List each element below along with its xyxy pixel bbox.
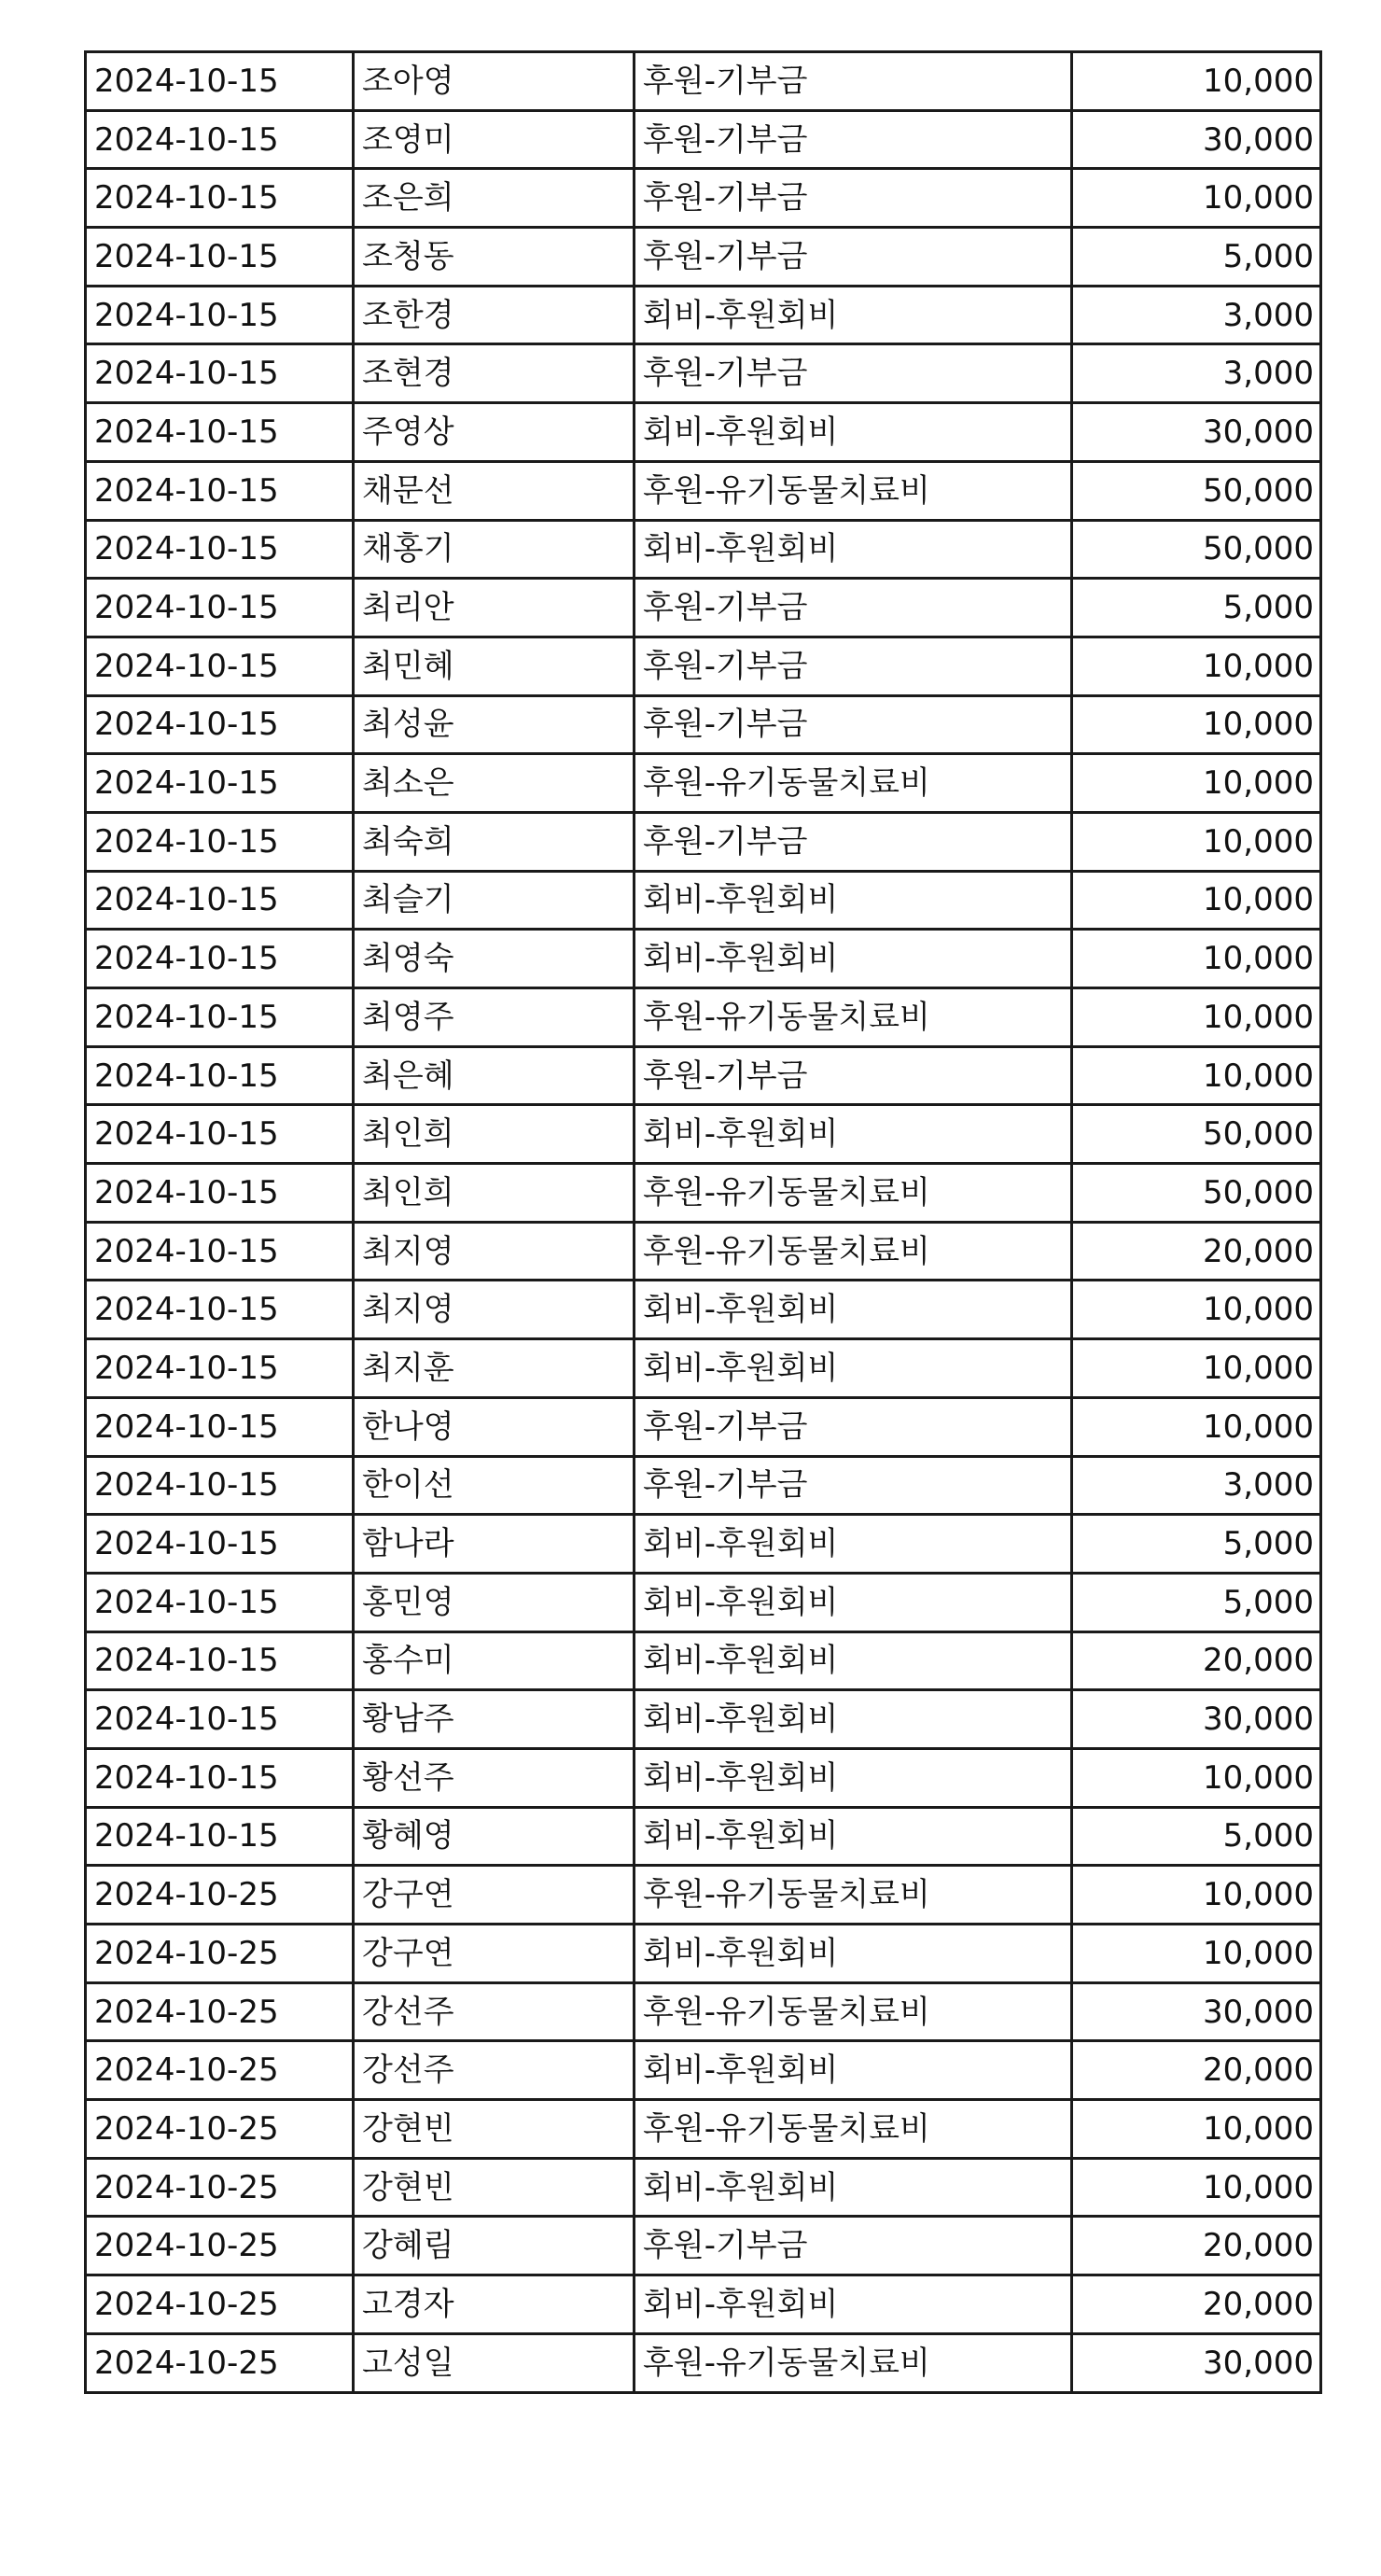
- name-cell: 최영주: [354, 988, 635, 1047]
- name-cell: 한나영: [354, 1397, 635, 1456]
- amount-cell: 20,000: [1072, 2217, 1321, 2275]
- date-cell: 2024-10-15: [86, 812, 354, 871]
- date-cell: 2024-10-15: [86, 228, 354, 287]
- category-cell: 후원-기부금: [635, 344, 1072, 403]
- date-cell: 2024-10-25: [86, 2158, 354, 2217]
- name-cell: 최소은: [354, 754, 635, 813]
- date-cell: 2024-10-15: [86, 1397, 354, 1456]
- amount-cell: 10,000: [1072, 169, 1321, 228]
- category-cell: 후원-기부금: [635, 1046, 1072, 1105]
- name-cell: 고경자: [354, 2275, 635, 2334]
- name-cell: 채문선: [354, 461, 635, 520]
- date-cell: 2024-10-25: [86, 2100, 354, 2159]
- name-cell: 최슬기: [354, 871, 635, 930]
- date-cell: 2024-10-15: [86, 169, 354, 228]
- date-cell: 2024-10-15: [86, 1631, 354, 1690]
- amount-cell: 10,000: [1072, 988, 1321, 1047]
- date-cell: 2024-10-15: [86, 520, 354, 579]
- date-cell: 2024-10-15: [86, 110, 354, 169]
- date-cell: 2024-10-15: [86, 52, 354, 111]
- amount-cell: 10,000: [1072, 1925, 1321, 1983]
- amount-cell: 5,000: [1072, 1807, 1321, 1866]
- category-cell: 회비-후원회비: [635, 286, 1072, 344]
- category-cell: 후원-유기동물치료비: [635, 1222, 1072, 1281]
- table-row: [86, 637, 1321, 695]
- name-cell: 홍수미: [354, 1631, 635, 1690]
- category-cell: 후원-기부금: [635, 1456, 1072, 1515]
- table-row: [86, 2333, 1321, 2392]
- table-row: [86, 1164, 1321, 1223]
- name-cell: 강현빈: [354, 2158, 635, 2217]
- date-cell: 2024-10-15: [86, 1105, 354, 1164]
- category-cell: 회비-후원회비: [635, 1339, 1072, 1398]
- date-cell: 2024-10-15: [86, 1573, 354, 1631]
- date-cell: 2024-10-15: [86, 344, 354, 403]
- amount-cell: 20,000: [1072, 2041, 1321, 2100]
- date-cell: 2024-10-15: [86, 1456, 354, 1515]
- date-cell: 2024-10-15: [86, 871, 354, 930]
- table-row: [86, 2158, 1321, 2217]
- amount-cell: 10,000: [1072, 1339, 1321, 1398]
- table-row: [86, 1631, 1321, 1690]
- date-cell: 2024-10-15: [86, 1690, 354, 1749]
- date-cell: 2024-10-15: [86, 930, 354, 988]
- date-cell: 2024-10-15: [86, 754, 354, 813]
- table-row: [86, 1105, 1321, 1164]
- name-cell: 강선주: [354, 2041, 635, 2100]
- amount-cell: 10,000: [1072, 1748, 1321, 1807]
- date-cell: 2024-10-25: [86, 2217, 354, 2275]
- date-cell: 2024-10-15: [86, 1339, 354, 1398]
- table-row: [86, 461, 1321, 520]
- name-cell: 조아영: [354, 52, 635, 111]
- amount-cell: 10,000: [1072, 1046, 1321, 1105]
- category-cell: 후원-기부금: [635, 52, 1072, 111]
- name-cell: 한이선: [354, 1456, 635, 1515]
- amount-cell: 5,000: [1072, 1515, 1321, 1574]
- category-cell: 후원-기부금: [635, 1397, 1072, 1456]
- amount-cell: 10,000: [1072, 812, 1321, 871]
- date-cell: 2024-10-15: [86, 461, 354, 520]
- category-cell: 회비-후원회비: [635, 1631, 1072, 1690]
- table-row: [86, 579, 1321, 637]
- amount-cell: 10,000: [1072, 1866, 1321, 1925]
- name-cell: 조영미: [354, 110, 635, 169]
- table-row: [86, 2041, 1321, 2100]
- table-row: [86, 754, 1321, 813]
- table-row: [86, 1281, 1321, 1339]
- amount-cell: 50,000: [1072, 1105, 1321, 1164]
- amount-cell: 5,000: [1072, 228, 1321, 287]
- date-cell: 2024-10-25: [86, 1925, 354, 1983]
- category-cell: 회비-후원회비: [635, 1748, 1072, 1807]
- table-row: [86, 1222, 1321, 1281]
- category-cell: 회비-후원회비: [635, 1690, 1072, 1749]
- table-row: [86, 871, 1321, 930]
- name-cell: 조한경: [354, 286, 635, 344]
- date-cell: 2024-10-15: [86, 695, 354, 754]
- table-row: [86, 1982, 1321, 2041]
- category-cell: 후원-기부금: [635, 812, 1072, 871]
- amount-cell: 10,000: [1072, 2100, 1321, 2159]
- amount-cell: 5,000: [1072, 1573, 1321, 1631]
- date-cell: 2024-10-25: [86, 2333, 354, 2392]
- table-row: [86, 930, 1321, 988]
- table-row: [86, 169, 1321, 228]
- amount-cell: 3,000: [1072, 286, 1321, 344]
- date-cell: 2024-10-15: [86, 637, 354, 695]
- amount-cell: 50,000: [1072, 1164, 1321, 1223]
- amount-cell: 30,000: [1072, 403, 1321, 462]
- name-cell: 황남주: [354, 1690, 635, 1749]
- name-cell: 최영숙: [354, 930, 635, 988]
- name-cell: 최지훈: [354, 1339, 635, 1398]
- category-cell: 후원-유기동물치료비: [635, 1866, 1072, 1925]
- date-cell: 2024-10-15: [86, 403, 354, 462]
- name-cell: 최은혜: [354, 1046, 635, 1105]
- table-row: [86, 228, 1321, 287]
- amount-cell: 10,000: [1072, 695, 1321, 754]
- category-cell: 후원-유기동물치료비: [635, 2100, 1072, 2159]
- table-row: [86, 1925, 1321, 1983]
- name-cell: 최성윤: [354, 695, 635, 754]
- category-cell: 회비-후원회비: [635, 871, 1072, 930]
- name-cell: 조현경: [354, 344, 635, 403]
- name-cell: 강현빈: [354, 2100, 635, 2159]
- category-cell: 회비-후원회비: [635, 2158, 1072, 2217]
- category-cell: 후원-유기동물치료비: [635, 1164, 1072, 1223]
- category-cell: 후원-기부금: [635, 228, 1072, 287]
- amount-cell: 30,000: [1072, 2333, 1321, 2392]
- table-row: [86, 1573, 1321, 1631]
- name-cell: 강선주: [354, 1982, 635, 2041]
- date-cell: 2024-10-15: [86, 1281, 354, 1339]
- category-cell: 후원-유기동물치료비: [635, 1982, 1072, 2041]
- name-cell: 최지영: [354, 1222, 635, 1281]
- table-row: [86, 1046, 1321, 1105]
- category-cell: 회비-후원회비: [635, 2275, 1072, 2334]
- category-cell: 회비-후원회비: [635, 1573, 1072, 1631]
- name-cell: 조청동: [354, 228, 635, 287]
- amount-cell: 20,000: [1072, 2275, 1321, 2334]
- ledger-body: [86, 52, 1321, 2393]
- name-cell: 최인희: [354, 1164, 635, 1223]
- category-cell: 후원-기부금: [635, 579, 1072, 637]
- category-cell: 회비-후원회비: [635, 1281, 1072, 1339]
- name-cell: 황혜영: [354, 1807, 635, 1866]
- table-row: [86, 520, 1321, 579]
- category-cell: 회비-후원회비: [635, 520, 1072, 579]
- amount-cell: 20,000: [1072, 1631, 1321, 1690]
- category-cell: 후원-기부금: [635, 637, 1072, 695]
- date-cell: 2024-10-15: [86, 1515, 354, 1574]
- table-row: [86, 403, 1321, 462]
- date-cell: 2024-10-15: [86, 286, 354, 344]
- amount-cell: 10,000: [1072, 871, 1321, 930]
- category-cell: 후원-유기동물치료비: [635, 754, 1072, 813]
- category-cell: 후원-기부금: [635, 169, 1072, 228]
- date-cell: 2024-10-15: [86, 1046, 354, 1105]
- name-cell: 강구연: [354, 1925, 635, 1983]
- table-row: [86, 286, 1321, 344]
- category-cell: 회비-후원회비: [635, 1515, 1072, 1574]
- amount-cell: 3,000: [1072, 1456, 1321, 1515]
- table-row: [86, 1515, 1321, 1574]
- name-cell: 최숙희: [354, 812, 635, 871]
- table-row: [86, 1456, 1321, 1515]
- table-row: [86, 812, 1321, 871]
- amount-cell: 10,000: [1072, 637, 1321, 695]
- date-cell: 2024-10-15: [86, 1164, 354, 1223]
- date-cell: 2024-10-25: [86, 2041, 354, 2100]
- date-cell: 2024-10-15: [86, 1807, 354, 1866]
- table-row: [86, 52, 1321, 111]
- category-cell: 회비-후원회비: [635, 403, 1072, 462]
- table-row: [86, 2275, 1321, 2334]
- category-cell: 후원-기부금: [635, 2217, 1072, 2275]
- name-cell: 함나라: [354, 1515, 635, 1574]
- table-row: [86, 695, 1321, 754]
- category-cell: 후원-유기동물치료비: [635, 461, 1072, 520]
- name-cell: 최인희: [354, 1105, 635, 1164]
- amount-cell: 10,000: [1072, 52, 1321, 111]
- date-cell: 2024-10-25: [86, 1866, 354, 1925]
- name-cell: 홍민영: [354, 1573, 635, 1631]
- amount-cell: 10,000: [1072, 2158, 1321, 2217]
- amount-cell: 30,000: [1072, 110, 1321, 169]
- table-row: [86, 2217, 1321, 2275]
- name-cell: 주영상: [354, 403, 635, 462]
- category-cell: 후원-유기동물치료비: [635, 2333, 1072, 2392]
- date-cell: 2024-10-25: [86, 2275, 354, 2334]
- name-cell: 고성일: [354, 2333, 635, 2392]
- category-cell: 후원-기부금: [635, 695, 1072, 754]
- amount-cell: 10,000: [1072, 930, 1321, 988]
- amount-cell: 30,000: [1072, 1690, 1321, 1749]
- category-cell: 회비-후원회비: [635, 930, 1072, 988]
- amount-cell: 50,000: [1072, 520, 1321, 579]
- date-cell: 2024-10-15: [86, 988, 354, 1047]
- amount-cell: 3,000: [1072, 344, 1321, 403]
- name-cell: 최지영: [354, 1281, 635, 1339]
- category-cell: 후원-기부금: [635, 110, 1072, 169]
- name-cell: 황선주: [354, 1748, 635, 1807]
- date-cell: 2024-10-15: [86, 1222, 354, 1281]
- table-row: [86, 1866, 1321, 1925]
- category-cell: 회비-후원회비: [635, 1925, 1072, 1983]
- category-cell: 회비-후원회비: [635, 1105, 1072, 1164]
- name-cell: 채홍기: [354, 520, 635, 579]
- table-row: [86, 2100, 1321, 2159]
- date-cell: 2024-10-15: [86, 579, 354, 637]
- amount-cell: 20,000: [1072, 1222, 1321, 1281]
- donation-ledger-table: [84, 50, 1322, 2394]
- amount-cell: 10,000: [1072, 1397, 1321, 1456]
- amount-cell: 30,000: [1072, 1982, 1321, 2041]
- name-cell: 강구연: [354, 1866, 635, 1925]
- category-cell: 회비-후원회비: [635, 2041, 1072, 2100]
- date-cell: 2024-10-25: [86, 1982, 354, 2041]
- name-cell: 최민혜: [354, 637, 635, 695]
- table-row: [86, 110, 1321, 169]
- table-row: [86, 988, 1321, 1047]
- amount-cell: 10,000: [1072, 1281, 1321, 1339]
- name-cell: 강혜림: [354, 2217, 635, 2275]
- table-row: [86, 1397, 1321, 1456]
- category-cell: 회비-후원회비: [635, 1807, 1072, 1866]
- category-cell: 후원-유기동물치료비: [635, 988, 1072, 1047]
- table-row: [86, 1339, 1321, 1398]
- amount-cell: 5,000: [1072, 579, 1321, 637]
- table-row: [86, 1807, 1321, 1866]
- name-cell: 최리안: [354, 579, 635, 637]
- table-row: [86, 1690, 1321, 1749]
- table-row: [86, 344, 1321, 403]
- date-cell: 2024-10-15: [86, 1748, 354, 1807]
- amount-cell: 50,000: [1072, 461, 1321, 520]
- table-row: [86, 1748, 1321, 1807]
- amount-cell: 10,000: [1072, 754, 1321, 813]
- name-cell: 조은희: [354, 169, 635, 228]
